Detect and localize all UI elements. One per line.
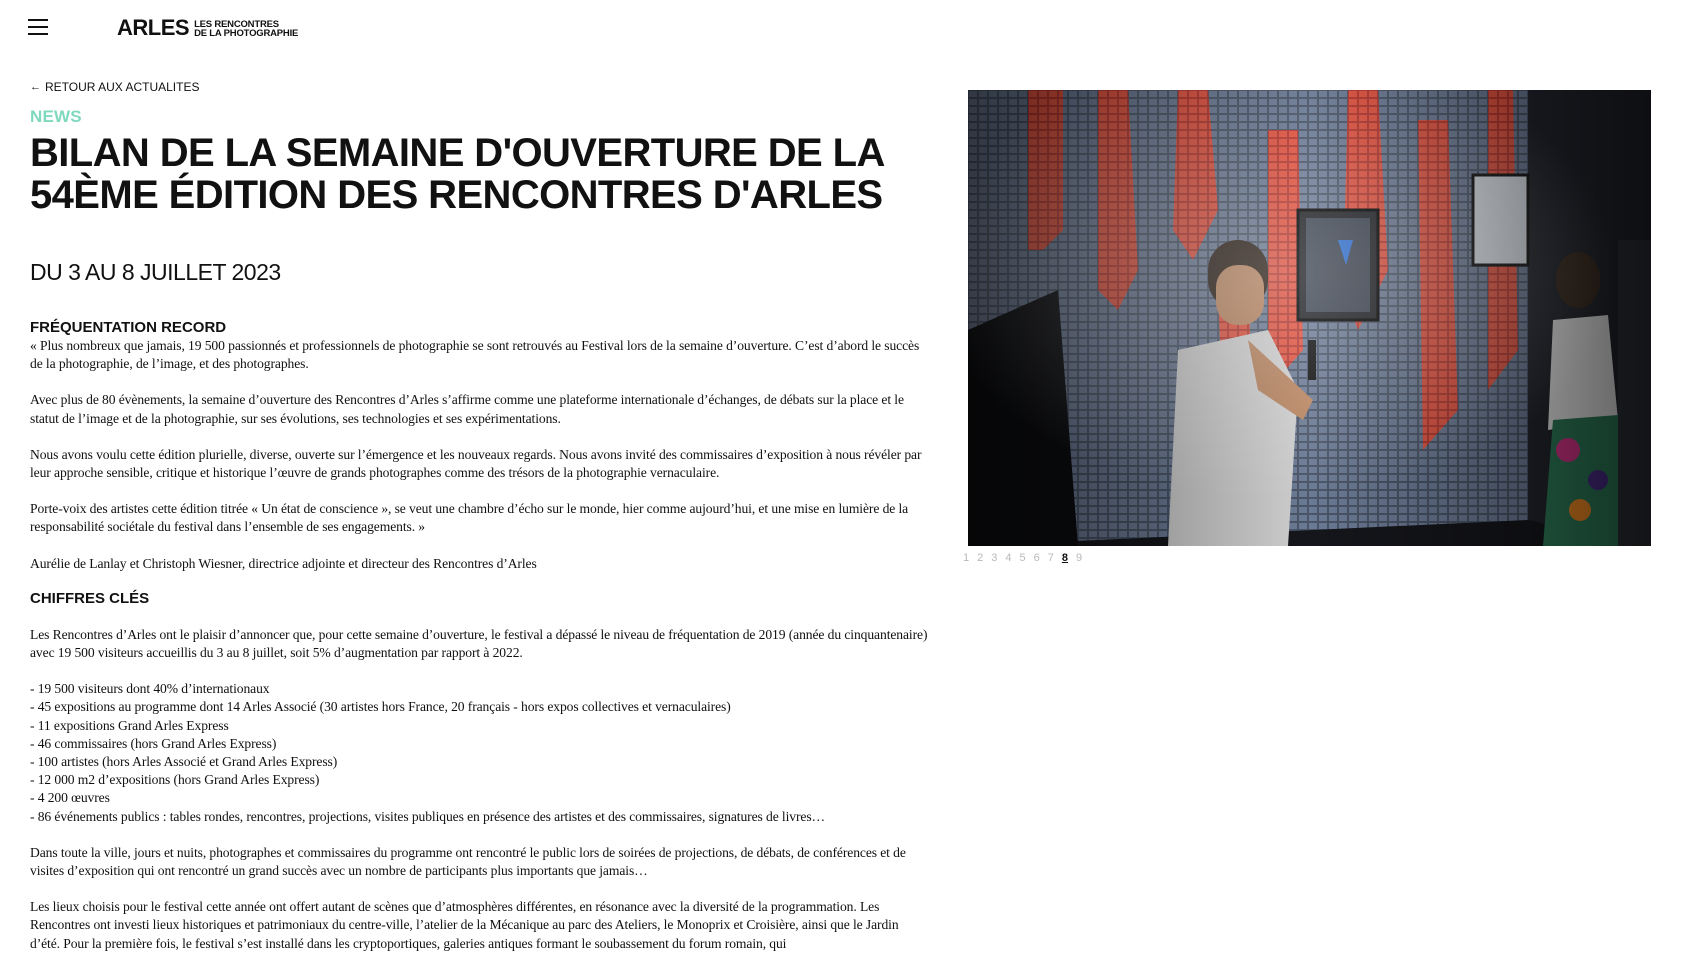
gallery-photo[interactable] <box>968 90 1651 546</box>
article-subtitle: DU 3 AU 8 JUILLET 2023 <box>30 259 281 285</box>
pager-page-5[interactable]: 5 <box>1019 552 1026 564</box>
back-link-label: RETOUR AUX ACTUALITES <box>45 80 200 94</box>
paragraph-4: Porte-voix des artistes cette édition titrée « Un état de conscience », se veut une chambre d’écho sur le monde, hier comme aujourd’hui, et une mise en lumière de la responsabilité sociétale du festival dans l’ensemble de ses engagements. » <box>30 501 909 535</box>
list-item: - 4 200 œuvres <box>30 790 110 806</box>
pager-page-9[interactable]: 9 <box>1076 552 1083 564</box>
article-category: NEWS <box>30 107 82 126</box>
pager-page-3[interactable]: 3 <box>991 552 998 564</box>
article-body <box>30 318 930 953</box>
list-item: - 46 commissaires (hors Grand Arles Express) <box>30 735 277 751</box>
hamburger-menu-icon[interactable] <box>28 19 48 36</box>
exhibition-photo-illustration <box>968 90 1651 546</box>
pager-page-2[interactable]: 2 <box>977 552 984 564</box>
paragraph-2: Avec plus de 80 évènements, la semaine d’ouverture des Rencontres d’Arles s’affirme comme une plateforme internationale d’échanges, de débats sur la place et le statut de l’image et de la photographie, sur ses évolutions, ses technologies et ses expérimentations. <box>30 392 904 426</box>
gallery-pagination <box>962 552 1083 564</box>
list-item: - 19 500 visiteurs dont 40% d’internationaux <box>30 681 270 697</box>
paragraph-3: Nous avons voulu cette édition plurielle, diverse, ouverte sur l’émergence et les nouveaux regards. Nous avons invité des commissaires d’exposition à nous révéler par leur approche sensible, critique et historique l’œuvre de grands photographes comme des trésors de la photographie vernaculaire. <box>30 446 922 481</box>
section-heading-chiffres: CHIFFRES CLÉS <box>30 589 150 607</box>
logo-sub-line-2: DE LA PHOTOGRAPHIE <box>194 28 299 39</box>
list-item: - 11 expositions Grand Arles Express <box>30 717 229 733</box>
logo-sub-line-1: LES RENCONTRES <box>194 19 279 30</box>
paragraph-7: Dans toute la ville, jours et nuits, photographes et commissaires du programme ont rencontré le public lors de soirées de projections, de débats, de conférences et de visites d’exposition qui ont rencontré un grand succès avec un nombre de participants plus importants que jamais… <box>30 844 906 879</box>
arrow-left-icon: ← <box>30 81 41 93</box>
paragraph-5: Aurélie de Lanlay et Christoph Wiesner, directrice adjointe et directeur des Rencontres d’Arles <box>30 555 537 571</box>
pager-page-4[interactable]: 4 <box>1005 552 1012 564</box>
logo-word: ARLES <box>117 15 190 40</box>
list-item: - 12 000 m2 d’expositions (hors Grand Arles Express) <box>30 772 320 788</box>
pager-page-8[interactable]: 8 <box>1061 552 1068 564</box>
paragraph-6: Les Rencontres d’Arles ont le plaisir d’annoncer que, pour cette semaine d’ouverture, le festival a dépassé le niveau de fréquentation de 2019 (année du cinquantenaire) avec 19 500 visiteurs accueillis du 3 au 8 juillet, soit 5% d’augmentation par rapport à 2022. <box>30 626 928 661</box>
list-item: - 45 expositions au programme dont 14 Arles Associé (30 artistes hors France, 20 français - hors expos collectives et vernaculaires) <box>30 699 731 715</box>
key-figures-list <box>30 680 930 826</box>
list-item: - 86 événements publics : tables rondes, rencontres, projections, visites publiques en présence des artistes et des commissaires, signatures de livres… <box>30 808 826 824</box>
back-to-news-link[interactable] <box>30 80 199 94</box>
pager-page-6[interactable]: 6 <box>1033 552 1040 564</box>
paragraph-1: « Plus nombreux que jamais, 19 500 passionnés et professionnels de photographie se sont retrouvés au Festival lors de la semaine d’ouverture. C’est d’abord le succès de la photographie, de l’image, et des photographes. <box>30 338 920 372</box>
article-title: BILAN DE LA SEMAINE D'OUVERTURE DE LA 54ÈME ÉDITION DES RENCONTRES D'ARLES <box>30 131 884 217</box>
list-item: - 100 artistes (hors Arles Associé et Grand Arles Express) <box>30 754 338 770</box>
site-logo[interactable] <box>117 16 298 40</box>
section-heading-frequentation: FRÉQUENTATION RECORD <box>30 319 227 336</box>
pager-page-1[interactable]: 1 <box>963 552 970 564</box>
pager-page-7[interactable]: 7 <box>1047 552 1054 564</box>
logo-subtitle <box>194 20 298 38</box>
paragraph-8: Les lieux choisis pour le festival cette année ont offert autant de scènes que d’atmosphères différentes, en résonance avec la diversité de la programmation. Les Rencontres ont investi lieux historiques et patrimoniaux du centre-ville, l’atelier de la Mécanique au parc des Ateliers, le Monoprix et Croisière, ainsi que le Jardin d’été. Pour la première fois, le festival s’est installé dans les cryptoportiques, galeries antiques formant le soubassement du forum romain, qui <box>30 899 899 951</box>
